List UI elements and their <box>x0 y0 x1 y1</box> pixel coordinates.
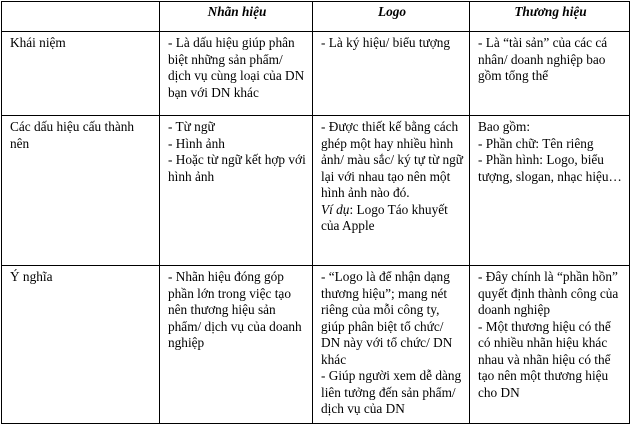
row-label-khai-niem: Khái niệm <box>2 32 160 116</box>
cell-line: - Được thiết kế bằng cách ghép một hay nhiều hình ảnh/ màu sắc/ ký tự từ ngữ lại với nhau tạo nên một hình ảnh nào đó. <box>321 119 464 200</box>
header-cell-empty <box>2 2 160 32</box>
table-header-row <box>2 2 630 32</box>
header-logo: Logo <box>313 2 470 32</box>
cell-nhan-hieu-khai-niem <box>160 32 313 116</box>
row-label-dau-hieu: Các dấu hiệu cấu thành nên <box>2 116 160 266</box>
cell-thuong-hieu-y-nghia <box>470 266 630 424</box>
cell-line: - Một thương hiệu có thể có nhiều nhãn hiệu khác nhau và nhãn hiệu có thể tạo nên một thương hiệu cho DN <box>478 318 611 400</box>
header-nhan-hieu: Nhãn hiệu <box>160 2 313 32</box>
header-thuong-hieu: Thương hiệu <box>470 2 630 32</box>
cell-line: Bao gồm: <box>478 119 531 134</box>
row-label-y-nghia: Ý nghĩa <box>2 266 160 424</box>
cell-line: - Là “tài sản” của các cá nhân/ doanh nghiệp bao gồm tổng thể <box>478 35 608 83</box>
comparison-table <box>1 1 630 424</box>
example-text: : Logo Táo khuyết của Apple <box>321 201 448 233</box>
cell-logo-dau-hieu <box>313 116 470 266</box>
cell-logo-khai-niem <box>313 32 470 116</box>
table-row-dau-hieu <box>2 116 630 266</box>
table-row-y-nghia <box>2 266 630 424</box>
cell-line: - Là dấu hiệu giúp phân biệt những sản phẩm/ dịch vụ cùng loại của DN bạn với DN khác <box>168 35 305 100</box>
cell-line: - Hình ảnh <box>168 135 225 151</box>
cell-line: - “Logo là để nhận dạng thương hiệu”; mang nét riêng của mỗi công ty, giúp phân biệt tổ chức/ DN này với tổ chức/ DN khác <box>321 269 453 367</box>
cell-line: - Từ ngữ <box>168 119 215 134</box>
cell-nhan-hieu-y-nghia <box>160 266 313 424</box>
table-row-khai-niem <box>2 32 630 116</box>
cell-line: - Nhãn hiệu đóng góp phần lớn trong việc tạo nên thương hiệu sản phẩm/ dịch vụ của doanh nghiệp <box>168 269 302 350</box>
cell-line: - Phần chữ: Tên riêng <box>478 135 594 151</box>
cell-line: - Hoặc từ ngữ kết hợp với hình ảnh <box>168 152 306 184</box>
cell-thuong-hieu-dau-hieu <box>470 116 630 266</box>
cell-nhan-hieu-dau-hieu <box>160 116 313 266</box>
cell-line: - Phần hình: Logo, biểu tượng, slogan, nhạc hiệu… <box>478 152 622 184</box>
cell-logo-y-nghia <box>313 266 470 424</box>
example-label: Ví dụ <box>321 201 350 217</box>
logo-example <box>321 202 463 235</box>
cell-thuong-hieu-khai-niem <box>470 32 630 116</box>
cell-line: - Là ký hiệu/ biểu tượng <box>321 35 451 50</box>
cell-line: - Đây chính là “phần hồn” quyết định thành công của doanh nghiệp <box>478 269 619 317</box>
cell-line: - Giúp người xem dễ dàng liên tưởng đến sản phẩm/ dịch vụ của DN <box>321 368 462 416</box>
